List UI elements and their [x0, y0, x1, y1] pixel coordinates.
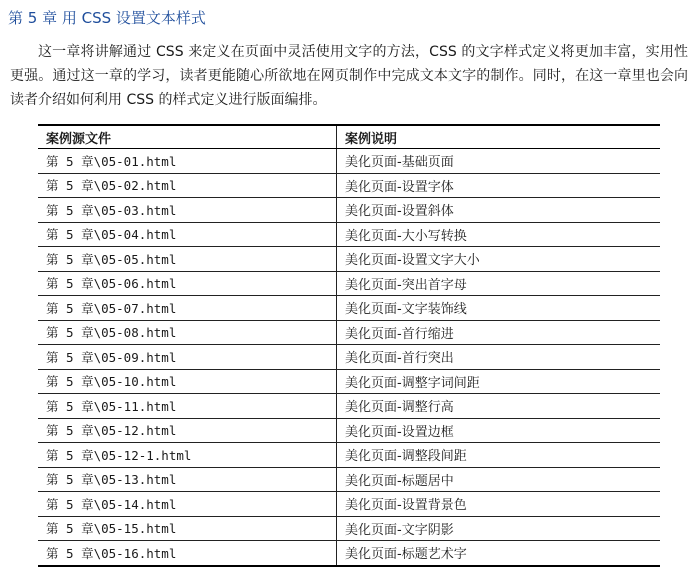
table-row [38, 516, 660, 541]
description-cell: 美化页面-设置字体 [337, 173, 661, 198]
source-file-cell: 第 5 章\05-08.html [38, 320, 337, 345]
table-row [38, 345, 660, 370]
table-row [38, 173, 660, 198]
description-cell: 美化页面-设置背景色 [337, 492, 661, 517]
source-file-cell: 第 5 章\05-12-1.html [38, 443, 337, 468]
example-files-table [38, 124, 660, 567]
description-cell: 美化页面-设置斜体 [337, 198, 661, 223]
source-file-cell: 第 5 章\05-14.html [38, 492, 337, 517]
table-body [38, 149, 660, 566]
source-file-cell: 第 5 章\05-05.html [38, 247, 337, 272]
description-cell: 美化页面-首行突出 [337, 345, 661, 370]
description-cell: 美化页面-首行缩进 [337, 320, 661, 345]
source-file-cell: 第 5 章\05-06.html [38, 271, 337, 296]
source-file-cell: 第 5 章\05-15.html [38, 516, 337, 541]
table-row [38, 320, 660, 345]
description-cell: 美化页面-大小写转换 [337, 222, 661, 247]
table-row [38, 247, 660, 272]
source-file-cell: 第 5 章\05-01.html [38, 149, 337, 174]
source-file-cell: 第 5 章\05-12.html [38, 418, 337, 443]
intro-paragraph: 这一章将讲解通过 CSS 来定义在页面中灵活使用文字的方法，CSS 的文字样式定义将更加丰富，实用性更强。通过这一章的学习，读者更能随心所欲地在网页制作中完成文本文字的制作。同时，在这一章里也会向读者介绍如何利用 CSS 的样式定义进行版面编排。 [10, 44, 688, 108]
description-cell: 美化页面-设置文字大小 [337, 247, 661, 272]
description-cell: 美化页面-调整行高 [337, 394, 661, 419]
source-file-cell: 第 5 章\05-09.html [38, 345, 337, 370]
table-row [38, 271, 660, 296]
chapter-title: 第 5 章 用 CSS 设置文本样式 [8, 9, 206, 27]
column-header-source-file: 案例源文件 [38, 125, 337, 149]
table-row [38, 394, 660, 419]
description-cell: 美化页面-标题居中 [337, 467, 661, 492]
table-row [38, 296, 660, 321]
table-row [38, 541, 660, 566]
description-cell: 美化页面-标题艺术字 [337, 541, 661, 566]
table-row [38, 149, 660, 174]
table-row [38, 369, 660, 394]
description-cell: 美化页面-调整段间距 [337, 443, 661, 468]
source-file-cell: 第 5 章\05-04.html [38, 222, 337, 247]
source-file-cell: 第 5 章\05-07.html [38, 296, 337, 321]
source-file-cell: 第 5 章\05-02.html [38, 173, 337, 198]
table-row [38, 443, 660, 468]
description-cell: 美化页面-文字阴影 [337, 516, 661, 541]
source-file-cell: 第 5 章\05-16.html [38, 541, 337, 566]
description-cell: 美化页面-基础页面 [337, 149, 661, 174]
table-header-row [38, 125, 660, 149]
description-cell: 美化页面-设置边框 [337, 418, 661, 443]
source-file-cell: 第 5 章\05-13.html [38, 467, 337, 492]
description-cell: 美化页面-突出首字母 [337, 271, 661, 296]
source-file-cell: 第 5 章\05-10.html [38, 369, 337, 394]
column-header-description: 案例说明 [337, 125, 661, 149]
source-file-cell: 第 5 章\05-03.html [38, 198, 337, 223]
table-row [38, 492, 660, 517]
source-file-cell: 第 5 章\05-11.html [38, 394, 337, 419]
table-row [38, 222, 660, 247]
description-cell: 美化页面-调整字词间距 [337, 369, 661, 394]
description-cell: 美化页面-文字装饰线 [337, 296, 661, 321]
table-row [38, 467, 660, 492]
table-row [38, 198, 660, 223]
table-row [38, 418, 660, 443]
